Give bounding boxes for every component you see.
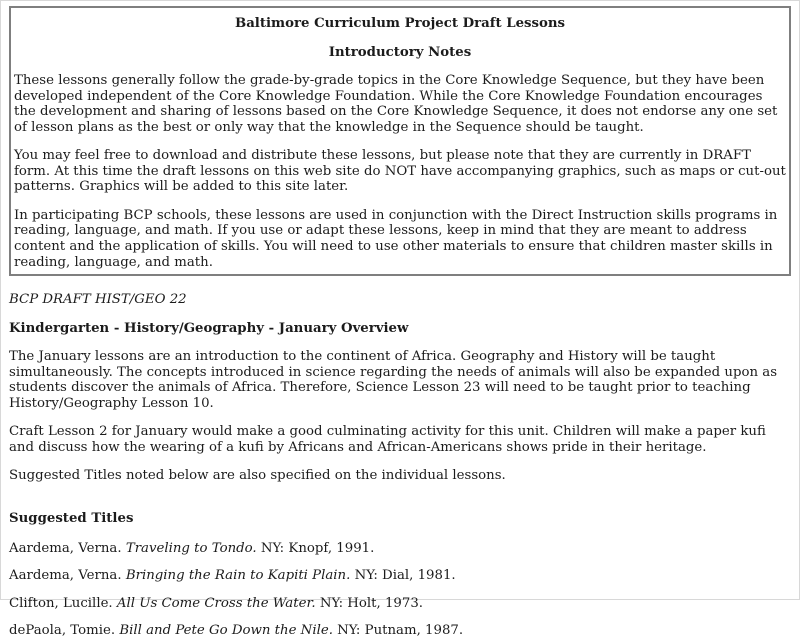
book-title: Bill and Pete Go Down the Nile.: [119, 623, 333, 639]
book-publisher: NY: Putnam, 1987.: [337, 623, 464, 639]
book-citation: [9, 623, 791, 639]
intro-paragraph-1: These lessons generally follow the grade-by-grade topics in the Core Knowledge Sequence, but they have been developed independent of the Core Knowledge Foundation. While the Core Knowledge Foundation encourages the development and sharing of lessons based on the Core Knowledge Sequence, it does not endorse any one set of lesson plans as the best or only way that the knowledge in the Sequence should be taught.: [14, 73, 778, 135]
draft-label: BCP DRAFT HIST/GEO 22: [9, 292, 187, 308]
box-subtitle: Introductory Notes: [328, 44, 472, 60]
overview-paragraph-2: Craft Lesson 2 for January would make a good culminating activity for this unit. Children will make a paper kufi and discuss how the wearing of a kufi by Africans and African-Americans shows pride in their heritage.: [9, 424, 766, 455]
book-author: Aardema, Verna.: [9, 540, 122, 556]
book-title: All Us Come Cross the Water.: [116, 595, 316, 611]
book-publisher: NY: Holt, 1973.: [319, 595, 424, 611]
book-title: Traveling to Tondo.: [125, 540, 257, 556]
book-citation: [9, 596, 791, 612]
book-title: Bringing the Rain to Kapiti Plain.: [125, 568, 351, 584]
book-publisher: NY: Dial, 1981.: [354, 568, 456, 584]
book-author: Aardema, Verna.: [9, 568, 122, 584]
overview-paragraph-1: The January lessons are an introduction to the continent of Africa. Geography and History will be taught simultaneously. The concepts introduced in science regarding the needs of animals will also be expanded upon as students discover the animals of Africa. Therefore, Science Lesson 23 will need to be taught prior to teaching History/Geography Lesson 10.: [9, 349, 778, 411]
book-author: dePaola, Tomie.: [9, 623, 116, 639]
overview-paragraph-3: Suggested Titles noted below are also specified on the individual lessons.: [9, 468, 506, 484]
box-title: Baltimore Curriculum Project Draft Lessons: [234, 16, 566, 31]
intro-notes-box: [9, 6, 791, 276]
suggested-titles-heading: Suggested Titles: [9, 511, 134, 527]
book-citation: [9, 568, 791, 584]
book-citation: [9, 541, 791, 557]
book-author: Clifton, Lucille.: [9, 595, 113, 611]
intro-paragraph-2: You may feel free to download and distribute these lessons, but please note that they are currently in DRAFT form. At this time the draft lessons on this web site do NOT have accompanying graphics, such as maps or cut-out patterns. Graphics will be added to this site later.: [14, 148, 786, 195]
overview-heading: Kindergarten - History/Geography - January Overview: [9, 320, 409, 336]
book-publisher: NY: Knopf, 1991.: [260, 540, 375, 556]
intro-paragraph-3: In participating BCP schools, these lessons are used in conjunction with the Direct Instruction skills programs in reading, language, and math. If you use or adapt these lessons, keep in mind that they are meant to address content and the application of skills. You will need to use other materials to ensure that children master skills in reading, language, and math.: [14, 207, 778, 270]
